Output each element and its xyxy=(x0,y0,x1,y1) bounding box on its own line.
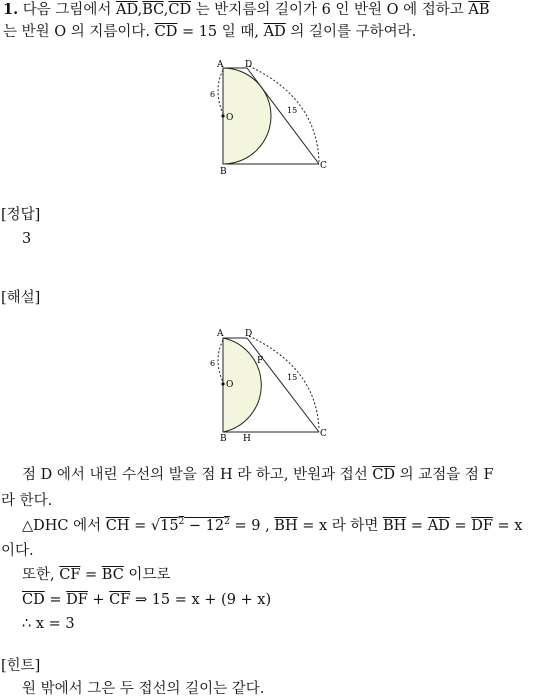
solution-line-7: ∴ x = 3 xyxy=(22,616,75,632)
label-d: D xyxy=(245,60,253,70)
label-fifteen: 15 xyxy=(287,106,298,115)
label-fifteen: 15 xyxy=(287,373,298,382)
answer-value: 3 xyxy=(22,231,32,247)
label-d: D xyxy=(245,329,253,339)
label-c: C xyxy=(320,429,327,439)
figure-solution xyxy=(205,324,335,442)
solution-line-4: 이다. xyxy=(1,543,34,559)
solution-line-5: 또한, $\overline{CF} = \overline{BC}$ 이므로 xyxy=(22,567,171,583)
solution-header: [해설] xyxy=(1,290,41,306)
label-b: B xyxy=(220,434,227,442)
solution-line-2: 라 한다. xyxy=(1,493,53,509)
solution-line-1: 점 D 에서 내린 수선의 발을 점 H 라 하고, 반원과 접선 $\overline{CD}$ 의 교점을 점 F xyxy=(22,467,494,483)
figure-problem xyxy=(205,58,335,176)
problem-number: 1. xyxy=(3,1,19,18)
hint-header: [힌트] xyxy=(1,658,41,674)
label-f: F xyxy=(257,356,264,366)
problem-line-2: 는 반원 O 의 지름이다. $\overline{CD} = 15$ 일 때, $\overline{AD}$ 의 길이를 구하여라. xyxy=(3,24,417,40)
label-h: H xyxy=(243,434,251,442)
hint-text: 원 밖에서 그은 두 접선의 길이는 같다. xyxy=(22,681,265,697)
label-c: C xyxy=(320,161,327,171)
problem-line-1: 1. 다음 그림에서 $\overline{AD},\overline{BC},\overline{CD}$ 는 반지름의 길이가 6 인 반원 O 에 접하고 $\overline{AB}$ xyxy=(3,1,490,18)
solution-line-3: △DHC 에서 $\overline{CH} = √15^2 - 12^2 = 9$ , $\overline{BH} = x$ 라 하면 $\overline{BH} = \overline{AD} = \overline{DF} = x$ xyxy=(22,517,523,534)
label-a: A xyxy=(217,60,224,70)
label-a: A xyxy=(217,329,224,339)
label-b: B xyxy=(220,167,227,176)
label-o: O xyxy=(226,113,234,123)
sqrt-expression: $√15^2 - 12^2$ xyxy=(150,517,230,534)
radius-brace xyxy=(218,340,223,382)
center-point xyxy=(221,114,224,117)
label-o: O xyxy=(226,380,234,390)
label-six: 6 xyxy=(210,90,216,99)
answer-header: [정답] xyxy=(1,207,41,223)
radius-brace xyxy=(218,70,223,114)
label-six: 6 xyxy=(210,359,216,368)
center-point xyxy=(221,382,224,385)
solution-line-6: $\overline{CD} = \overline{DF} + \overline{CF}$ ⇒ 15 = x + (9 + x) xyxy=(22,592,272,608)
